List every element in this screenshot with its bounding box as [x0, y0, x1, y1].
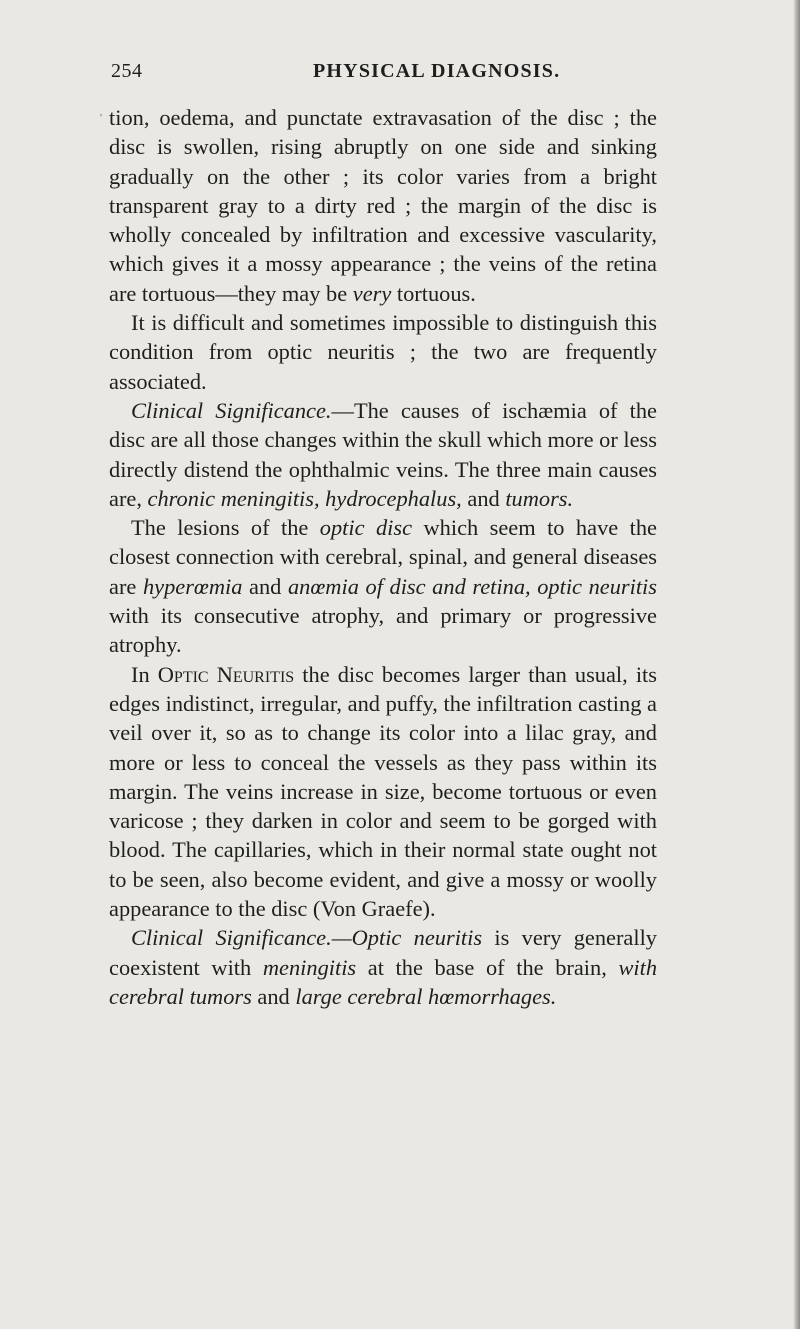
page-title: PHYSICAL DIAGNOSIS.: [313, 60, 561, 82]
text-run: The lesions of the: [131, 515, 320, 541]
italic-text: chronic meningitis, hydrocephalus,: [147, 485, 462, 511]
text-run: the disc becomes larger than usual, its edges indistinct, irregular, and puffy, the infiltration casting a veil over it, so as to change its color into a lilac gray, and more or less to conceal the vessels as they pass within its margin. The veins increase in size, become tortuous or even varicose ; they darken in color and seem to be gorged with blood. The capillaries, which in their normal state ought not to be seen, also become evident, and give a mossy or woolly appearance to the disc (Von Graefe).: [109, 661, 657, 922]
text-run: —The causes of ischæmia of the disc are all those changes within the skull which more or less directly distend the ophthalmic veins. The three main causes are,: [109, 397, 657, 511]
italic-text: anœmia of disc and retina, optic neuritis: [287, 573, 657, 599]
italic-text: tumors.: [505, 485, 574, 511]
page-number: 254: [111, 60, 143, 82]
page-edge-shadow: [793, 0, 800, 1329]
text-run: is very generally coexistent with: [109, 925, 658, 980]
italic-text: very: [352, 280, 392, 306]
small-caps-text: Optic Neuritis: [157, 661, 295, 687]
continuation-mark: ʹ: [100, 113, 103, 124]
italic-text: large cerebral hœmorrhages.: [295, 983, 557, 1009]
text-run: at the base of the brain,: [356, 954, 619, 980]
text-run: with its consecutive atrophy, and primary or progressive atrophy.: [109, 603, 657, 658]
paragraph: [109, 103, 657, 308]
paragraph: [109, 308, 657, 396]
paragraph: [109, 513, 657, 659]
text-run: and: [461, 485, 506, 511]
text-run: and: [242, 573, 288, 599]
text-run: which seem to have the closest connection with cerebral, spinal, and general diseases are: [109, 515, 657, 599]
paragraph: [109, 660, 657, 924]
body-text: [109, 103, 657, 1011]
italic-text: hyperœmia: [142, 573, 243, 599]
text-run: In: [131, 661, 158, 687]
text-run: It is difficult and sometimes impossible to distinguish this condition from optic neuritis ; the two are frequently associated.: [109, 310, 657, 394]
italic-text: with cerebral tumors: [109, 954, 658, 1009]
text-run: tion, oedema, and punctate extravasation of the disc ; the disc is swollen, rising abruptly on one side and sinking gradually on the other ; its color varies from a bright transparent gray to a dirty red ; the margin of the disc is wholly concealed by infiltration and excessive vascularity, which gives it a mossy appearance ; the veins of the retina are tortuous—they may be: [109, 105, 657, 306]
text-run: and: [251, 983, 296, 1009]
text-run: tortuous.: [391, 280, 476, 306]
paragraph: [109, 396, 657, 513]
italic-text: Clinical Significance.—Optic neuritis: [131, 925, 483, 951]
paragraph: [109, 923, 657, 1011]
italic-text: meningitis: [262, 954, 357, 980]
italic-text: optic disc: [319, 515, 413, 541]
running-head: [111, 60, 651, 90]
italic-text: Clinical Significance.: [131, 397, 332, 423]
